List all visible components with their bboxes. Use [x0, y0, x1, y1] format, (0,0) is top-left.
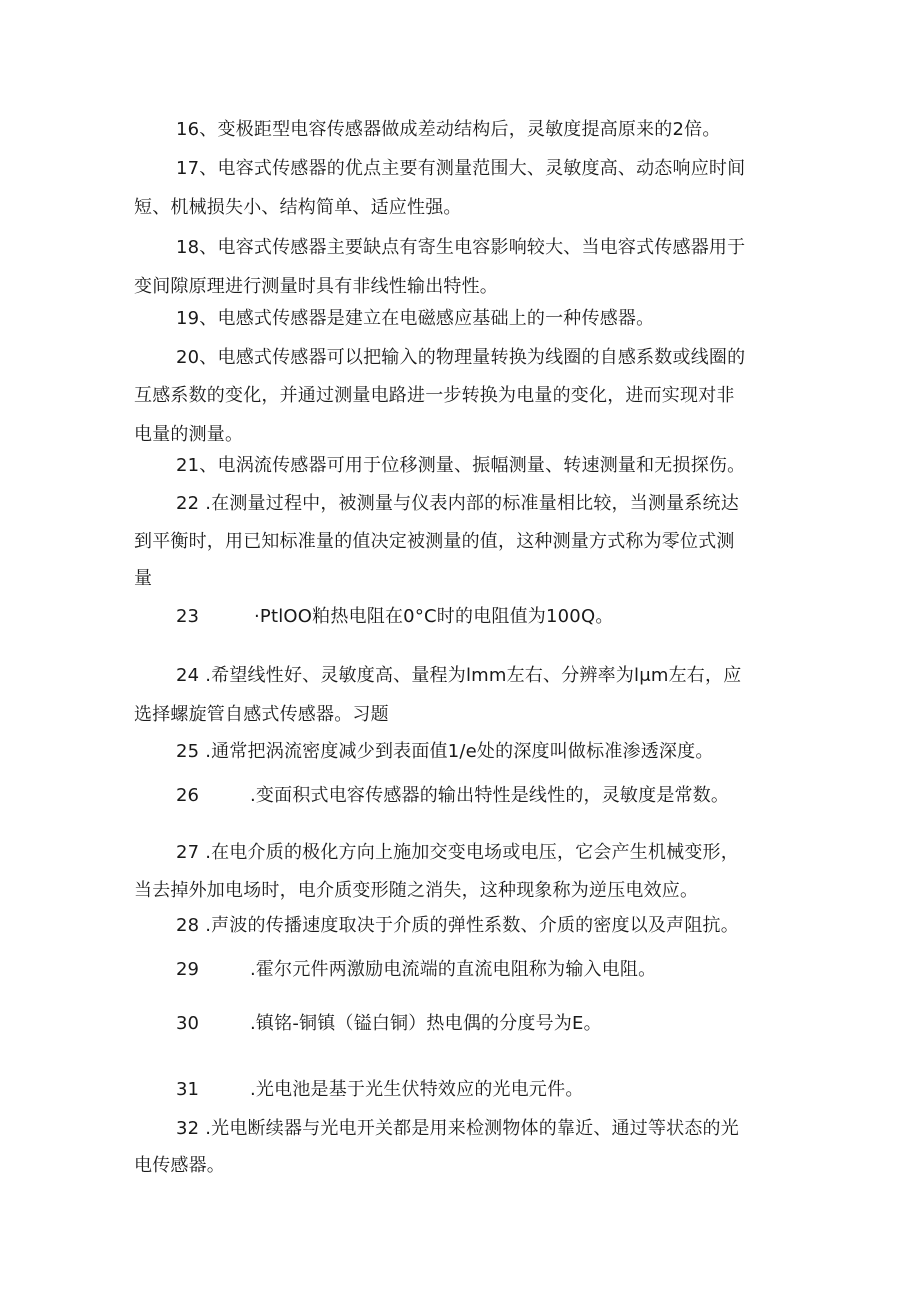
item-27-line-2: 当去掉外加电场时，电介质变形随之消失，这种现象称为逆压电效应。: [134, 880, 699, 901]
item-24-line-1: 24 .希望线性好、灵敏度高、量程为lmm左右、分辨率为lμm左右，应: [176, 665, 742, 686]
item-32-line-1: 32 .光电断续器与光电开关都是用来检测物体的靠近、通过等状态的光: [176, 1118, 739, 1139]
item-23-number: 23: [176, 606, 199, 627]
item-20-line-1: 20、电感式传感器可以把输入的物理量转换为线圈的自感系数或线圈的: [176, 347, 746, 368]
item-17-line-2: 短、机械损失小、结构简单、适应性强。: [134, 197, 462, 218]
item-24-line-2: 选择螺旋管自感式传感器。习题: [134, 704, 389, 725]
item-16-line-1: 16、变极距型电容传感器做成差动结构后，灵敏度提高原来的2倍。: [176, 119, 721, 140]
item-29-number: 29: [176, 959, 199, 980]
item-22-line-1: 22 .在测量过程中，被测量与仪表内部的标准量相比较，当测量系统达: [176, 493, 739, 514]
item-31-line-1: .光电池是基于光生伏特效应的光电元件。: [250, 1079, 584, 1100]
item-18-line-2: 变间隙原理进行测量时具有非线性输出特性。: [134, 276, 498, 297]
item-30-number: 30: [176, 1013, 199, 1034]
item-32-line-2: 电传感器。: [134, 1155, 225, 1176]
item-25-line-1: 25 .通常把涡流密度减少到表面值1/e处的深度叫做标准渗透深度。: [176, 741, 714, 762]
item-28-line-1: 28 .声波的传播速度取决于介质的弹性系数、介质的密度以及声阻抗。: [176, 915, 739, 936]
item-20-line-2: 互感系数的变化，并通过测量电路进一步转换为电量的变化，进而实现对非: [134, 385, 735, 406]
item-26-number: 26: [176, 785, 199, 806]
item-26-line-1: .变面积式电容传感器的输出特性是线性的，灵敏度是常数。: [250, 785, 730, 806]
item-23-line-1: ·PtlOO粕热电阻在0°C时的电阻值为100Q。: [254, 606, 614, 627]
item-22-line-3: 量: [134, 568, 153, 589]
item-31-number: 31: [176, 1079, 199, 1100]
item-22-line-2: 到平衡时，用已知标准量的值决定被测量的值，这种测量方式称为零位式测: [134, 531, 735, 552]
item-18-line-1: 18、电容式传感器主要缺点有寄生电容影响较大、当电容式传感器用于: [176, 237, 746, 258]
item-29-line-1: .霍尔元件两激励电流端的直流电阻称为输入电阻。: [250, 959, 657, 980]
item-27-line-1: 27 .在电介质的极化方向上施加交变电场或电压，它会产生机械变形，: [176, 842, 739, 863]
item-19-line-1: 19、电感式传感器是建立在电磁感应基础上的一种传感器。: [176, 308, 655, 329]
item-17-line-1: 17、电容式传感器的优点主要有测量范围大、灵敏度高、动态响应时间: [176, 158, 746, 179]
item-20-line-3: 电量的测量。: [134, 424, 244, 445]
item-30-line-1: .镇铭-铜镇（镒白铜）热电偶的分度号为E。: [250, 1013, 602, 1034]
item-21-line-1: 21、电涡流传感器可用于位移测量、振幅测量、转速测量和无损探伤。: [176, 455, 746, 476]
